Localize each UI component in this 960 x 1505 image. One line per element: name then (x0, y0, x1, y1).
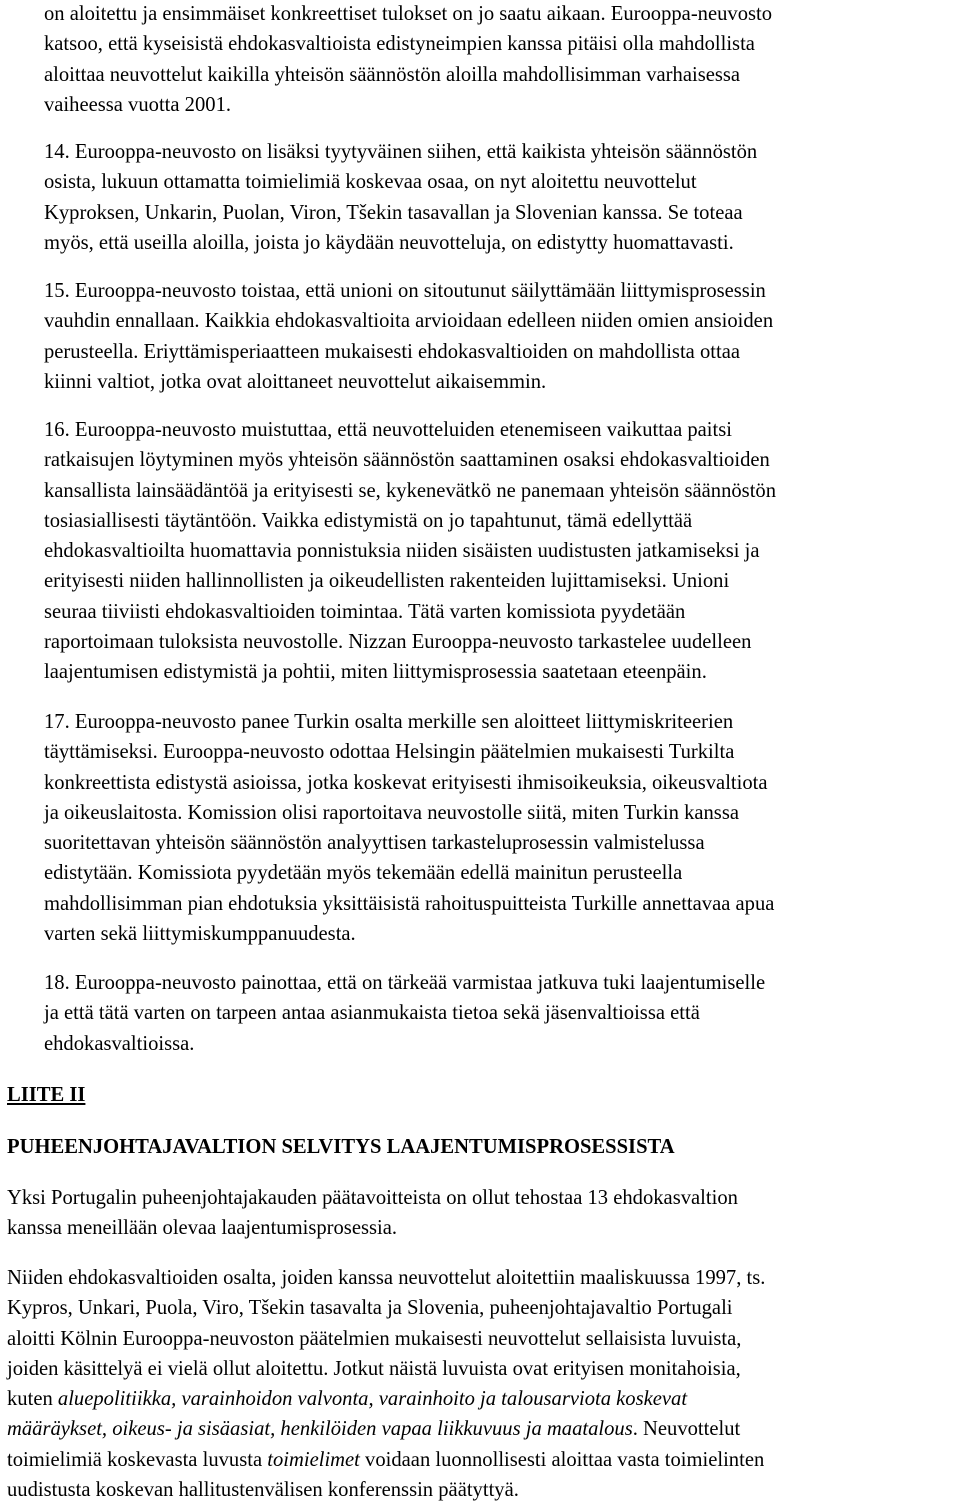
text-line: konkreettista edistystä asioissa, jotka koskevat erityisesti ihmisoikeuksia, oikeusvaltiota (44, 771, 768, 794)
text-line: on aloitettu ja ensimmäiset konkreettiset tulokset on jo saatu aikaan. Eurooppa-neuvosto (44, 3, 773, 25)
text-line: kanssa meneillään olevaa laajentumisprosessia. (7, 1217, 398, 1240)
text-line: erityisesti niiden hallinnollisten ja oikeudellisten rakenteiden lujittamiseksi. Unioni (44, 570, 730, 593)
paragraph-15 (44, 276, 954, 397)
text-line: 15. Eurooppa-neuvosto toistaa, että unioni on sitoutunut säilyttämään liittymisprosessin (44, 280, 766, 302)
paragraph-17 (44, 707, 954, 949)
text-line: varten sekä liittymiskumppanuudesta. (44, 923, 356, 946)
italic-text: määräykset, oikeus- ja sisäasiat, henkilöiden vapaa liikkuvuus ja maatalous (7, 1418, 633, 1441)
text-segment: . Neuvottelut (632, 1418, 741, 1441)
text-line: katsoo, että kyseisistä ehdokasvaltioista edistyneimpien kanssa pitäisi olla mahdollista (44, 33, 755, 56)
text-line: mahdollisimman pian ehdotuksia yksittäisistä rahoituspuitteista Turkille annettavaa apua (44, 892, 775, 915)
text-line: uudistusta koskevan hallitustenvälisen konferenssin päätyttyä. (7, 1479, 519, 1502)
text-line: ja oikeuslaitosta. Komission olisi raportoitava neuvostolle siitä, miten Turkin kanssa (44, 801, 739, 824)
text-line: edistytään. Komissiota pyydetään myös tekemään edellä mainitun perusteella (44, 862, 683, 885)
text-line: ehdokasvaltioissa. (44, 1032, 195, 1055)
text-line (7, 1414, 952, 1444)
text-line (7, 1384, 952, 1414)
text-segment: toimielimiä koskevasta luvusta (7, 1448, 268, 1471)
text-line: ja että tätä varten on tarpeen antaa asianmukaista tietoa sekä jäsenvaltioissa että (44, 1002, 700, 1025)
text-line: raportoimaan tuloksista neuvostolle. Nizzan Eurooppa-neuvosto tarkastelee uudelleen (44, 631, 752, 654)
text-line: laajentumisen edistymistä ja pohtii, miten liittymisprosessia saatetaan eteenpäin. (44, 661, 707, 684)
text-line: osista, lukuun ottamatta toimielimiä koskevaa osaa, on nyt aloitettu neuvottelut (44, 171, 697, 194)
paragraph-14 (44, 137, 954, 258)
text-segment: kuten (7, 1388, 58, 1411)
italic-text: toimielimet (267, 1448, 360, 1471)
text-line: 18. Eurooppa-neuvosto painottaa, että on tärkeää varmistaa jatkuva tuki laajentumiselle (44, 972, 766, 994)
text-line: 16. Eurooppa-neuvosto muistuttaa, että neuvotteluiden etenemiseen vaikuttaa paitsi (44, 419, 732, 441)
text-line: Niiden ehdokasvaltioiden osalta, joiden kanssa neuvottelut aloitettiin maaliskuussa 1997, ts. (7, 1267, 766, 1289)
annex-paragraph-2 (7, 1263, 952, 1505)
annex-label: LIITE II (7, 1084, 86, 1106)
text-line (7, 1445, 952, 1475)
paragraph-16 (44, 415, 954, 688)
text-line: kansallista lainsäädäntöä ja erityisesti se, kykenevätkö ne panemaan yhteisön säännöstön (44, 479, 777, 502)
text-line: tosiasiallisesti täytäntöön. Vaikka edistymistä on jo tapahtunut, tämä edellyttää (44, 509, 693, 532)
annex-intro-paragraph (7, 1183, 952, 1244)
text-line: ratkaisujen löytyminen myös yhteisön säännöstön saattaminen osaksi ehdokasvaltioiden (44, 449, 770, 472)
text-line: Kyproksen, Unkarin, Puolan, Viron, Tšekin tasavallan ja Slovenian kanssa. Se toteaa (44, 201, 743, 224)
text-line: täyttämiseksi. Eurooppa-neuvosto odottaa Helsingin päätelmien mukaisesti Turkilta (44, 741, 735, 764)
text-line: 17. Eurooppa-neuvosto panee Turkin osalta merkille sen aloitteet liittymiskriteerien (44, 711, 734, 733)
text-line: kiinni valtiot, jotka ovat aloittaneet neuvottelut aikaisemmin. (44, 370, 547, 393)
text-line: Yksi Portugalin puheenjohtajakauden päätavoitteista on ollut tehostaa 13 ehdokasvaltion (7, 1187, 738, 1209)
paragraph-13-continuation (44, 0, 954, 120)
text-line: vauhdin ennallaan. Kaikkia ehdokasvaltioita arvioidaan edelleen niiden omien ansioiden (44, 310, 774, 333)
text-line: ehdokasvaltioilta huomattavia ponnistuksia niiden sisäisten uudistusten jatkamiseksi ja (44, 540, 760, 563)
text-line: myös, että useilla aloilla, joista jo käydään neuvotteluja, on edistytty huomattavasti. (44, 231, 734, 254)
paragraph-18 (44, 968, 954, 1059)
text-line: joiden käsittelyä ei vielä ollut aloitettu. Jotkut näistä luvuista ovat erityisen monitahoisia, (7, 1357, 741, 1380)
text-line: vaiheessa vuotta 2001. (44, 93, 232, 116)
text-line: seuraa tiiviisti ehdokasvaltioiden toimintaa. Tätä varten komissiota pyydetään (44, 600, 686, 623)
text-line: suoritettavan yhteisön säännöstön analyyttisen tarkasteluprosessin valmistelussa (44, 832, 705, 855)
italic-text: aluepolitiikka, varainhoidon valvonta, varainhoito ja talousarviota koskevat (57, 1388, 688, 1411)
text-line: Kypros, Unkari, Puola, Viro, Tšekin tasavalta ja Slovenia, puheenjohtajavaltio Portugali (7, 1297, 733, 1320)
text-line: 14. Eurooppa-neuvosto on lisäksi tyytyväinen siihen, että kaikista yhteisön säännöstön (44, 141, 758, 163)
text-segment: voidaan luonnollisesti aloittaa vasta toimielinten (359, 1448, 765, 1471)
text-line: aloittaa neuvottelut kaikilla yhteisön säännöstön aloilla mahdollisimman varhaisessa (44, 63, 741, 86)
text-line: perusteella. Eriyttämisperiaatteen mukaisesti ehdokasvaltioiden on mahdollista ottaa (44, 340, 740, 363)
annex-title: PUHEENJOHTAJAVALTION SELVITYS LAAJENTUMISPROSESSISTA (7, 1136, 675, 1158)
text-line: aloitti Kölnin Eurooppa-neuvoston päätelmien mukaisesti neuvottelut sellaisista luvuista, (7, 1327, 742, 1350)
